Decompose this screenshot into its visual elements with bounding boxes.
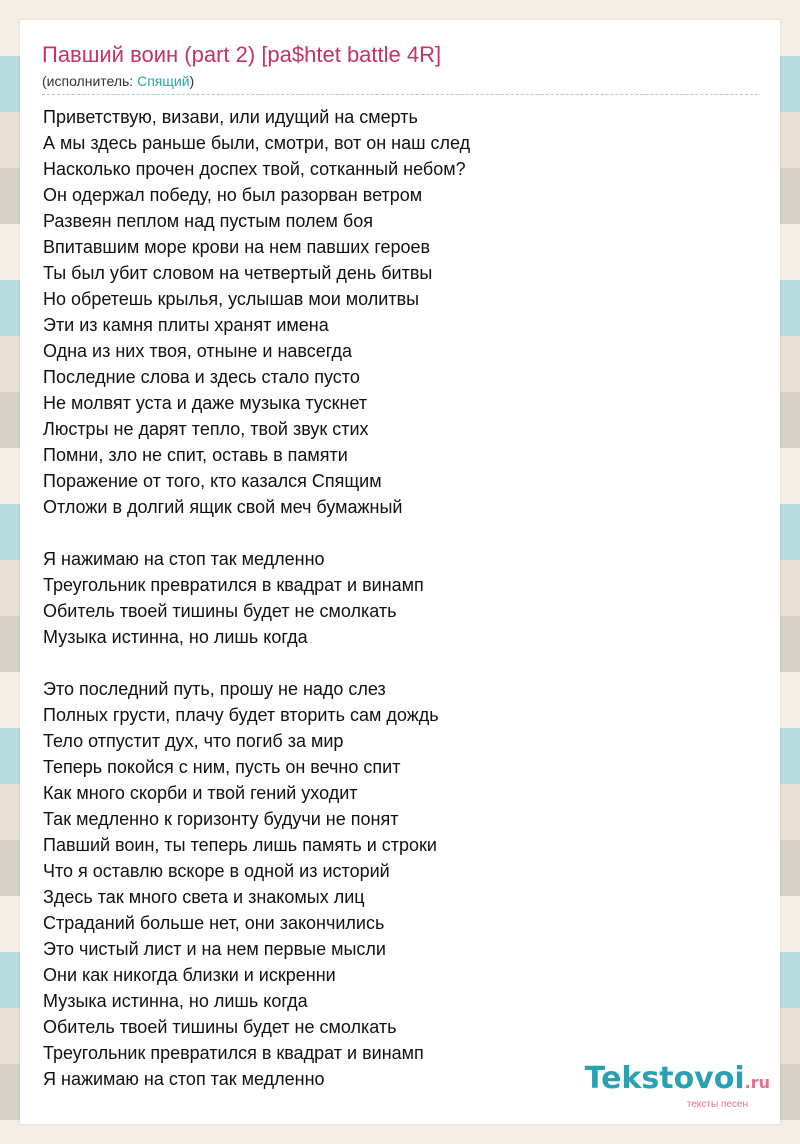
- lyric-line: Развеян пеплом над пустым полем боя: [43, 211, 374, 231]
- lyric-line: Так медленно к горизонту будучи не понят: [43, 809, 399, 829]
- logo-name: Tekstovoi: [584, 1061, 745, 1096]
- lyric-line: Музыка истинна, но лишь когда: [43, 991, 308, 1011]
- lyric-line: Они как никогда близки и искренни: [43, 965, 336, 985]
- lyric-line: Приветствую, визави, или идущий на смерть: [43, 107, 418, 127]
- lyric-line: Эти из камня плиты хранят имена: [43, 315, 329, 335]
- lyric-line: Я нажимаю на стоп так медленно: [43, 1069, 325, 1089]
- lyric-line: Насколько прочен доспех твой, сотканный небом?: [43, 159, 466, 179]
- lyric-line: Люстры не дарят тепло, твой звук стих: [43, 419, 369, 439]
- lyric-line: Что я оставлю вскоре в одной из историй: [43, 861, 390, 881]
- lyric-line: А мы здесь раньше были, смотри, вот он наш след: [43, 133, 471, 153]
- lyric-line: Но обретешь крылья, услышав мои молитвы: [43, 289, 420, 309]
- lyric-line: Как много скорби и твой гений уходит: [43, 783, 358, 803]
- stanza-gap: [43, 520, 470, 546]
- lyric-line: Полных грусти, плачу будет вторить сам дождь: [43, 705, 439, 725]
- logo-wordmark: [584, 1061, 770, 1098]
- lyric-line: Он одержал победу, но был разорван ветром: [43, 185, 423, 205]
- artist-suffix: ): [189, 73, 195, 89]
- lyric-line: Одна из них твоя, отныне и навсегда: [43, 341, 353, 361]
- song-title: Павший воин (part 2) [pa$htet battle 4R]: [42, 42, 442, 67]
- lyric-line: Павший воин, ты теперь лишь память и строки: [43, 835, 437, 855]
- lyric-line: Не молвят уста и даже музыка тускнет: [43, 393, 368, 413]
- artist-link[interactable]: Спящий: [137, 73, 190, 89]
- lyric-line: Это чистый лист и на нем первые мысли: [43, 939, 386, 959]
- artist-line: [42, 73, 194, 89]
- lyric-line: Отложи в долгий ящик свой меч бумажный: [43, 497, 403, 517]
- lyrics-body: [43, 104, 470, 1092]
- lyric-line: Я нажимаю на стоп так медленно: [43, 549, 325, 569]
- lyric-line: Здесь так много света и знакомых лиц: [43, 887, 365, 907]
- lyric-line: Поражение от того, кто казался Спящим: [43, 471, 382, 491]
- lyric-line: Музыка истинна, но лишь когда: [43, 627, 308, 647]
- lyric-line: Теперь покойся с ним, пусть он вечно спит: [43, 757, 401, 777]
- site-logo[interactable]: [584, 1061, 770, 1110]
- lyric-line: Обитель твоей тишины будет не смолкать: [43, 1017, 397, 1037]
- logo-suffix: .ru: [744, 1073, 770, 1092]
- lyric-line: Ты был убит словом на четвертый день битвы: [43, 263, 433, 283]
- lyric-line: Помни, зло не спит, оставь в памяти: [43, 445, 348, 465]
- lyric-line: Страданий больше нет, они закончились: [43, 913, 385, 933]
- lyric-line: Впитавшим море крови на нем павших героев: [43, 237, 431, 257]
- stanza-gap: [43, 650, 470, 676]
- lyric-line: Тело отпустит дух, что погиб за мир: [43, 731, 344, 751]
- lyric-line: Треугольник превратился в квадрат и винамп: [43, 1043, 424, 1063]
- lyric-line: Треугольник превратился в квадрат и винамп: [43, 575, 424, 595]
- lyrics-sheet: [20, 20, 780, 1124]
- lyric-line: Последние слова и здесь стало пусто: [43, 367, 360, 387]
- lyric-line: Обитель твоей тишины будет не смолкать: [43, 601, 397, 621]
- title-divider: [42, 94, 758, 95]
- artist-prefix: (исполнитель:: [42, 73, 138, 89]
- lyric-line: Это последний путь, прошу не надо слез: [43, 679, 386, 699]
- logo-tagline: тексты песен: [686, 1099, 748, 1110]
